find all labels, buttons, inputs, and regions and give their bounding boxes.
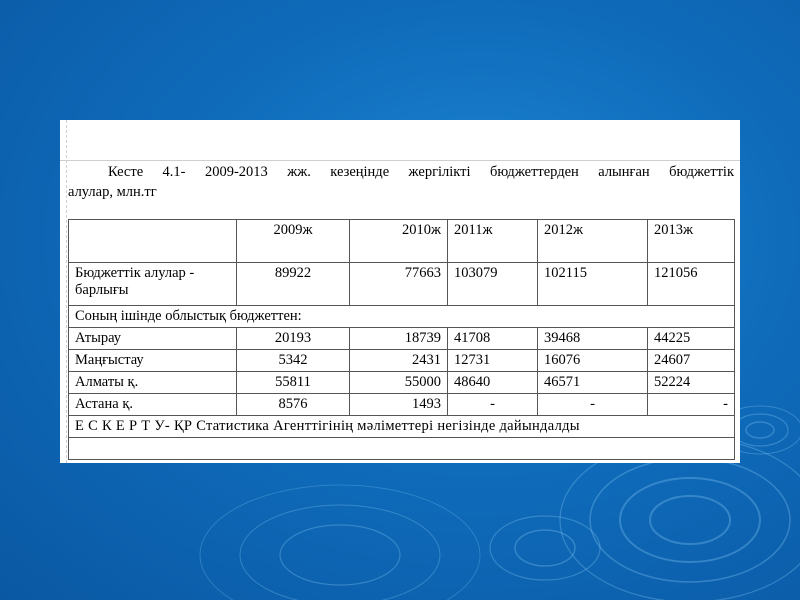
table-cell: - <box>538 394 648 416</box>
table-row <box>69 394 735 416</box>
table-section-row <box>69 306 735 328</box>
table-cell: 44225 <box>648 328 735 350</box>
table-cell: 16076 <box>538 350 648 372</box>
document-image <box>60 120 740 463</box>
table-cell: 1493 <box>350 394 448 416</box>
table-cell: 5342 <box>237 350 350 372</box>
table-cell: 89922 <box>237 263 350 306</box>
budget-table <box>68 219 735 460</box>
row-label: Бюджеттік алулар - барлығы <box>69 263 237 306</box>
caption-line-1: Кесте 4.1- 2009-2013 жж. кезеңінде жергілікті бюджеттерден алынған бюджеттік <box>108 164 734 180</box>
table-caption <box>68 162 734 202</box>
table-note: Е С К Е Р Т У- ҚР Статистика Агенттігінің мәліметтері негізінде дайындалды <box>69 416 735 438</box>
table-cell: 12731 <box>448 350 538 372</box>
table-cell: 48640 <box>448 372 538 394</box>
header-cell: 2012ж <box>538 220 648 263</box>
row-label: Астана қ. <box>69 394 237 416</box>
table-cell: 52224 <box>648 372 735 394</box>
table-cell: 39468 <box>538 328 648 350</box>
header-cell <box>69 220 237 263</box>
table-row-total <box>69 263 735 306</box>
header-cell: 2010ж <box>350 220 448 263</box>
empty-cell <box>69 438 735 460</box>
table-cell: 24607 <box>648 350 735 372</box>
caption-line-2: алулар, млн.тг <box>68 184 157 200</box>
header-cell: 2013ж <box>648 220 735 263</box>
header-cell: 2011ж <box>448 220 538 263</box>
table-note-row <box>69 416 735 438</box>
table-header-row <box>69 220 735 263</box>
table-cell: 77663 <box>350 263 448 306</box>
table-cell: 41708 <box>448 328 538 350</box>
table-row <box>69 372 735 394</box>
table-cell: 2431 <box>350 350 448 372</box>
table-row <box>69 350 735 372</box>
row-label: Алматы қ. <box>69 372 237 394</box>
table-cell: - <box>648 394 735 416</box>
table-empty-row <box>69 438 735 460</box>
table-cell: 8576 <box>237 394 350 416</box>
table-row <box>69 328 735 350</box>
table-cell: - <box>448 394 538 416</box>
table-cell: 121056 <box>648 263 735 306</box>
table-cell: 103079 <box>448 263 538 306</box>
row-label: Атырау <box>69 328 237 350</box>
table-cell: 55000 <box>350 372 448 394</box>
table-cell: 55811 <box>237 372 350 394</box>
section-label: Соның ішінде облыстық бюджеттен: <box>69 306 735 328</box>
header-cell: 2009ж <box>237 220 350 263</box>
table-cell: 20193 <box>237 328 350 350</box>
page-guide-line <box>60 160 740 161</box>
table-cell: 46571 <box>538 372 648 394</box>
margin-guide-line <box>66 120 67 463</box>
table-cell: 18739 <box>350 328 448 350</box>
row-label: Маңғыстау <box>69 350 237 372</box>
table-cell: 102115 <box>538 263 648 306</box>
